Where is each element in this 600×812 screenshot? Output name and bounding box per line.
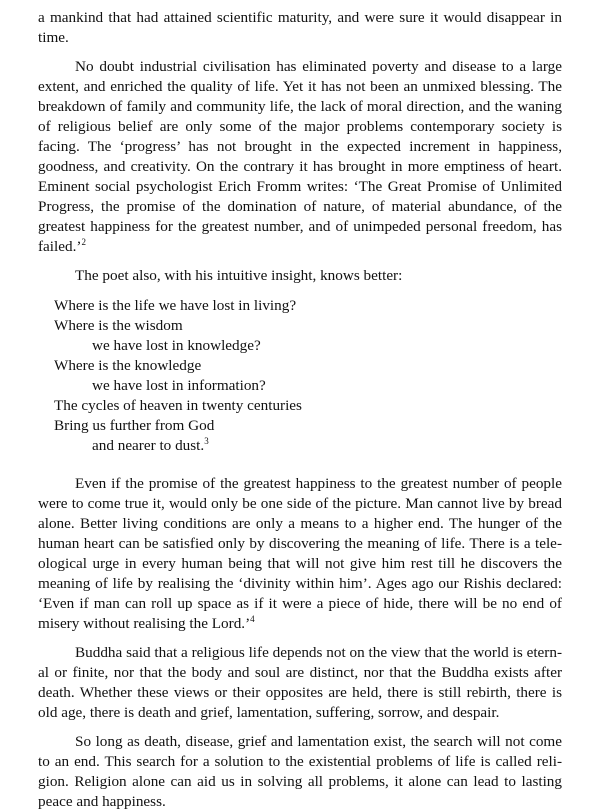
paragraph-continued-text: a mankind that had attained scientific maturity, and were sure it would disappear in time. [38,9,562,46]
paragraph-greatest-happiness [38,474,562,634]
poem-line: we have lost in information? [92,377,266,394]
paragraph-greatest-happiness-text: Even if the promise of the greatest happiness to the greatest number of people were to come true it, would only be one side of the picture. Man cannot live by bread alone. Better living conditions are only a means to a higher end. The hunger of the human heart can be satisfied only by discovering the meaning of life. There is a teleological urge in every human being that will not give him rest till he discovers the meaning of life by realising the ‘divinity within him’. Ages ago our Rishis declared: ‘Even if man can roll up space as if it were a piece of hide, there will be no end of misery without realising the Lord.’ [38,475,562,632]
footnote-ref-2: 2 [81,236,86,247]
poem-line: Where is the wisdom [54,317,183,334]
poem-line: we have lost in knowledge? [92,337,261,354]
paragraph-industrial-civilisation [38,57,562,257]
paragraph-religion-text: So long as death, disease, grief and lamentation exist, the search will not come to an end. This search for a solution to the existential problems of life is called religion. Religion alone can aid us in solving all problems, it alone can lead to lasting peace and happiness. [38,733,562,810]
footnote-ref-3: 3 [204,435,209,446]
paragraph-buddha-text: Buddha said that a religious life depends not on the view that the world is eternal or finite, nor that the body and soul are distinct, nor that the Buddha exists after death. Whether these views or their opposites are held, there is still rebirth, there is old age, there is death and grief, lamentation, suffering, sorrow, and despair. [38,644,562,721]
poem-line-last-text: and nearer to dust. [92,437,205,454]
poem-line: The cycles of heaven in twenty centuries [54,397,302,414]
paragraph-industrial-civilisation-text: No doubt industrial civilisation has eliminated poverty and disease to a large extent, and enriched the quality of life. Yet it has not been an unmixed blessing. The breakdown of family and community life, the lack of moral direction, and the waning of religious belief are only some of the major problems contemporary society is facing. The ‘progress’ has not brought in the expected increment in happiness, goodness, and creativity. On the contrary it has brought in more emptiness of heart. Eminent social psychologist Erich Fromm writes: ‘The Great Promise of Unlimited Progress, the promise of the domination of nature, of material abundance, of the greatest happiness for the greatest number, and of unimpeded personal freedom, has failed.’ [38,58,562,255]
page-body [38,8,562,812]
paragraph-poet-intro-text: The poet also, with his intuitive insight, knows better: [75,267,403,284]
paragraph-religion [38,732,562,812]
poem-line-last [54,436,562,456]
poem-line: Where is the knowledge [54,357,202,374]
footnote-ref-4: 4 [250,613,255,624]
poem-line: Bring us further from God [54,417,215,434]
poem-quote [38,296,562,456]
poem-line: Where is the life we have lost in living? [54,297,297,314]
paragraph-poet-intro [38,266,562,286]
paragraph-continued [38,8,562,48]
paragraph-buddha [38,643,562,723]
